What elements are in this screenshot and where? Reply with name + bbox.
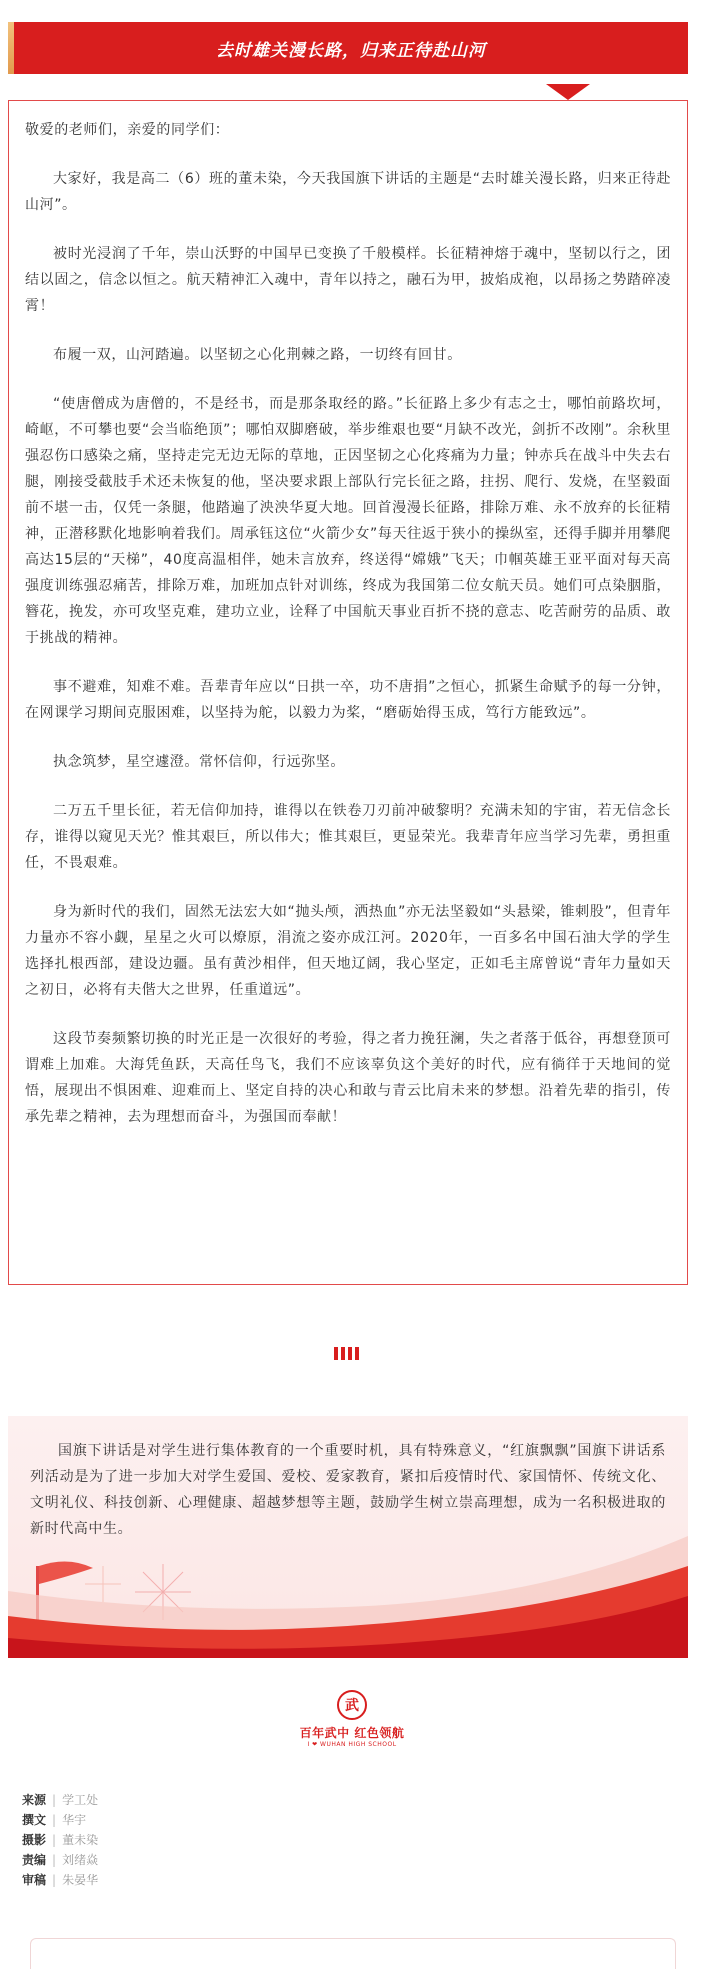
speech-paragraph: 被时光浸润了千年，崇山沃野的中国早已变换了千般模样。长征精神熔于魂中，坚韧以行之，团结以固之，信念以恒之。航天精神汇入魂中，青年以持之，融石为甲，披焰成袍，以昂扬之势踏碎凌霄！	[25, 246, 671, 314]
credit-row: 撰文 | 华宇	[22, 1813, 87, 1827]
speech-paragraph: “使唐僧成为唐僧的，不是经书，而是那条取经的路。”长征路上多少有志之士，哪怕前路坎坷，崎岖，不可攀也要“会当临绝顶”；哪怕双脚磨破，举步维艰也要“月缺不改光，剑折不改刚”。余秋里强忍伤口感染之痛，坚持走完无边无际的草地，正因坚韧之心化疼痛为力量；钟赤兵在战斗中失去右腿，刚接受截肢手术还未恢复的他，坚决要求跟上部队行完长征之路，拄拐、爬行、发烧，在坚毅面前不堪一击，仅凭一条腿，他踏遍了泱泱华夏大地。回首漫漫长征路，排除万难、永不放弃的长征精神，正潜移默化地影响着我们。周承钰这位“火箭少女”每天往返于狭小的操纵室，还得手脚并用攀爬高达15层的“天梯”，40度高温相伴，她未言放弃，终送得“嫦娥”飞天；巾帼英雄王亚平面对每天高强度训练强忍痛苦，排除万难，加班加点针对训练，终成为我国第二位女航天员。她们可点染胭脂，簪花，挽发，亦可攻坚克难，建功立业，诠释了中国航天事业百折不挠的意志、吃苦耐劳的品质、敢于挑战的精神。	[25, 396, 671, 646]
activity-intro-card	[8, 1416, 688, 1658]
activity-intro-text: 国旗下讲话是对学生进行集体教育的一个重要时机，具有特殊意义，“红旗飘飘”国旗下讲话系列活动是为了进一步加大对学生爱国、爱校、爱家教育，紧扣后疫情时代、家国情怀、传统文化、文明礼仪、科技创新、心理健康、超越梦想等主题，鼓励学生树立崇高理想，成为一名积极进取的新时代高中生。	[30, 1443, 666, 1537]
credit-row: 摄影 | 董未染	[22, 1833, 99, 1847]
article-title: 去时雄关漫长路，归来正待赴山河	[216, 40, 486, 61]
credit-label: 审稿	[22, 1873, 47, 1887]
banner-pointer-icon	[546, 84, 590, 100]
school-emblem-icon: 武	[337, 1690, 367, 1720]
section-divider-icon	[334, 1347, 359, 1360]
speech-paragraph: 事不避难，知难不难。吾辈青年应以“日拱一卒，功不唐捐”之恒心，抓紧生命赋予的每一分钟，在网课学习期间克服困难，以坚持为舵，以毅力为桨，“磨砺始得玉成，笃行方能致远”。	[25, 679, 671, 721]
credit-row: 来源 | 学工处	[22, 1793, 99, 1807]
credit-value: 朱晏华	[62, 1873, 99, 1887]
speech-paragraph: 执念筑梦，星空遽澄。常怀信仰，行远弥坚。	[53, 754, 345, 770]
speech-salutation: 敬爱的老师们，亲爱的同学们：	[25, 122, 230, 138]
credit-value: 学工处	[62, 1793, 99, 1807]
banner-red-bar	[14, 22, 688, 74]
credit-label: 摄影	[22, 1833, 47, 1847]
logo-slogan: 百年武中 红色领航	[299, 1726, 405, 1740]
credit-value: 华宇	[62, 1813, 87, 1827]
credit-value: 刘绪焱	[62, 1853, 99, 1867]
speech-content-box	[8, 100, 688, 1285]
credits-list	[22, 1790, 98, 1890]
speech-paragraph: 大家好，我是高二（6）班的董未染，今天我国旗下讲话的主题是“去时雄关漫长路，归来正待赴山河”。	[25, 171, 671, 213]
logo-subtitle: I ❤ WUHAN HIGH SCHOOL	[307, 1741, 397, 1748]
credit-row: 责编 | 刘绪焱	[22, 1853, 99, 1867]
credit-label: 来源	[22, 1793, 47, 1807]
header-banner	[8, 22, 688, 74]
red-ribbon-decoration-icon	[8, 1416, 688, 1658]
next-card-edge	[30, 1938, 676, 1969]
speech-paragraph: 二万五千里长征，若无信仰加持，谁得以在铁卷刀刃前冲破黎明？充满未知的宇宙，若无信念长存，谁得以窥见天光？惟其艰巨，所以伟大；惟其艰巨，更显荣光。我辈青年应当学习先辈，勇担重任，不畏艰难。	[25, 803, 671, 871]
credit-label: 责编	[22, 1853, 47, 1867]
credit-label: 撰文	[22, 1813, 47, 1827]
credit-value: 董未染	[62, 1833, 99, 1847]
speech-paragraph: 这段节奏频繁切换的时光正是一次很好的考验，得之者力挽狂澜，失之者落于低谷，再想登顶可谓难上加难。大海凭鱼跃，天高任鸟飞，我们不应该辜负这个美好的时代，应有徜徉于天地间的觉悟，展现出不惧困难、迎难而上、坚定自持的决心和敢与青云比肩未来的梦想。沿着先辈的指引，传承先辈之精神，去为理想而奋斗，为强国而奉献！	[25, 1031, 671, 1125]
speech-paragraph: 身为新时代的我们，固然无法宏大如“抛头颅，洒热血”亦无法坚毅如“头悬梁，锥刺股”，但青年力量亦不容小觑，星星之火可以燎原，涓流之姿亦成江河。2020年，一百多名中国石油大学的学生选择扎根西部，建设边疆。虽有黄沙相伴，但天地辽阔，我心坚定，正如毛主席曾说“青年力量如天之初日，必将有夫偕大之世界，任重道远”。	[25, 904, 671, 998]
speech-paragraph: 布履一双，山河踏遍。以坚韧之心化荆棘之路，一切终有回甘。	[53, 347, 462, 363]
school-logo	[290, 1690, 414, 1748]
credit-row: 审稿 | 朱晏华	[22, 1873, 99, 1887]
